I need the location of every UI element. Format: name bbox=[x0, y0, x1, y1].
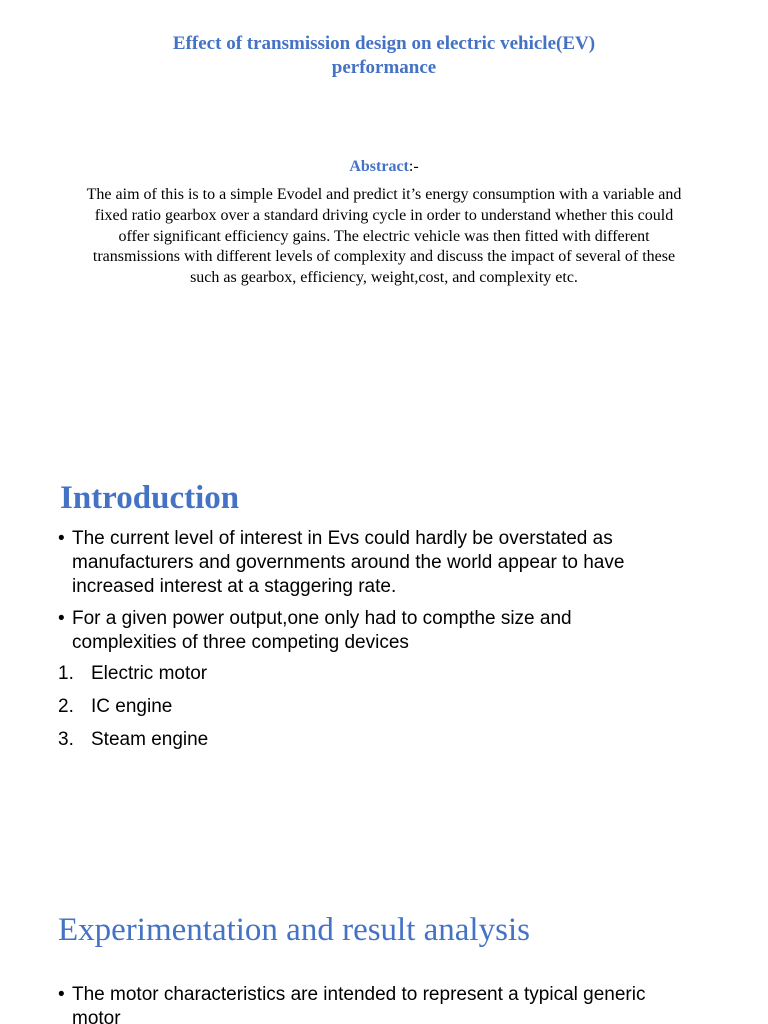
bullet-line: The current level of interest in Evs could hardly be overstated as bbox=[72, 528, 613, 549]
item-text: Electric motor bbox=[91, 663, 208, 684]
experimentation-bullet-item bbox=[58, 983, 758, 1024]
bullet-text bbox=[72, 983, 758, 1024]
item-text: Steam engine bbox=[91, 729, 209, 750]
abstract-line: transmissions with different levels of complexity and discuss the impact of several of these bbox=[92, 248, 676, 266]
abstract-line: offer significant efficiency gains. The electric vehicle was then fitted with different bbox=[118, 227, 650, 245]
introduction-heading: Introduction bbox=[60, 480, 240, 516]
item-number: 1. bbox=[58, 663, 74, 684]
item-number: 3. bbox=[58, 729, 74, 750]
bullet-line: For a given power output,one only had to compthe size and bbox=[72, 608, 572, 629]
bullet-line: complexities of three competing devices bbox=[72, 632, 409, 653]
title-line-2: performance bbox=[331, 57, 437, 78]
abstract-suffix: :- bbox=[408, 158, 419, 175]
item-number: 2. bbox=[58, 696, 74, 717]
abstract-body bbox=[20, 185, 748, 289]
abstract-label: Abstract bbox=[349, 158, 409, 175]
experimentation-heading: Experimentation and result analysis bbox=[58, 912, 530, 948]
bullet-line: motor bbox=[72, 1008, 121, 1024]
bullet-text bbox=[72, 527, 758, 599]
abstract-line: The aim of this is to a simple Evodel and predict it’s energy consumption with a variable and bbox=[86, 186, 682, 203]
abstract-line: fixed ratio gearbox over a standard driving cycle in order to understand whether this could bbox=[94, 206, 674, 224]
intro-bullet-item bbox=[58, 527, 758, 599]
bullet-line: manufacturers and governments around the world appear to have bbox=[72, 552, 625, 573]
bullet-text bbox=[72, 607, 758, 655]
abstract-heading bbox=[0, 157, 768, 177]
bullet-marker: • bbox=[58, 984, 65, 1005]
title-line-1: Effect of transmission design on electric vehicle(EV) bbox=[172, 33, 596, 54]
bullet-marker: • bbox=[58, 528, 65, 549]
bullet-line: increased interest at a staggering rate. bbox=[72, 576, 397, 597]
document-title bbox=[0, 32, 768, 80]
intro-bullet-item bbox=[58, 607, 758, 655]
abstract-line: such as gearbox, efficiency, weight,cost, and complexity etc. bbox=[190, 269, 578, 287]
item-text: IC engine bbox=[91, 696, 173, 717]
bullet-line: The motor characteristics are intended to represent a typical generic bbox=[72, 984, 646, 1005]
bullet-marker: • bbox=[58, 608, 65, 629]
